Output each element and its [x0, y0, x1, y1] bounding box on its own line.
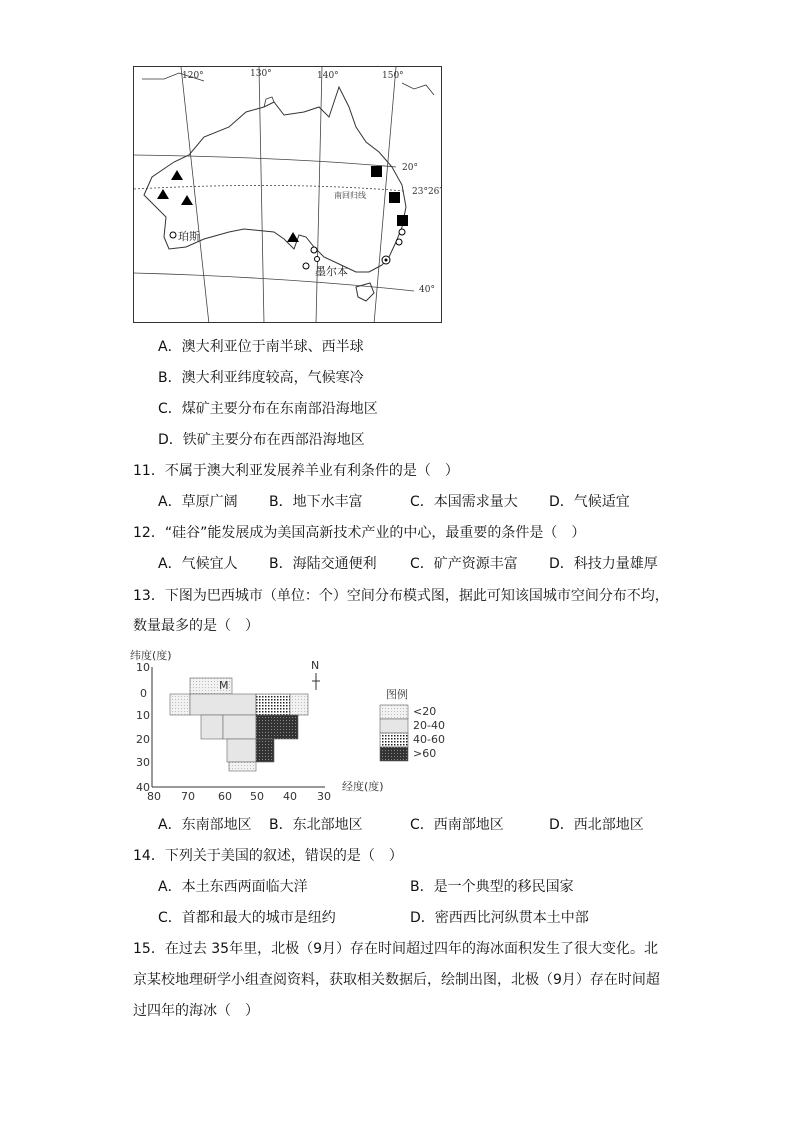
- y-tick: 30: [136, 756, 150, 769]
- tropic-label: 南回归线: [334, 191, 366, 200]
- x-axis-label: 经度(度): [342, 780, 384, 793]
- x-tick: 60: [218, 790, 232, 803]
- q13-stem-line2: 数量最多的是（ ）: [133, 618, 259, 634]
- legend-swatch: [380, 733, 408, 747]
- chart-cell: [201, 715, 223, 739]
- q10-option-b[interactable]: B．澳大利亚纬度较高，气候寒冷: [158, 370, 364, 386]
- australia-map-svg: [134, 67, 442, 323]
- q10-option-d[interactable]: D．铁矿主要分布在西部沿海地区: [158, 432, 365, 448]
- chart-cell: [256, 739, 274, 762]
- q13-option-d[interactable]: D．西北部地区: [549, 817, 644, 833]
- chart-cell: [256, 694, 290, 715]
- lon-label: 150°: [382, 71, 404, 81]
- y-tick: 10: [136, 709, 150, 722]
- x-tick: 80: [147, 790, 161, 803]
- iron-ore-symbol: [287, 232, 299, 242]
- coal-symbol: [397, 215, 408, 226]
- q14-option-d[interactable]: D．密西西比河纵贯本土中部: [410, 910, 589, 926]
- q11-option-b[interactable]: B．地下水丰富: [269, 494, 363, 510]
- y-tick: 40: [136, 781, 150, 794]
- legend-title: 图例: [386, 688, 408, 701]
- iron-ore-symbol: [157, 189, 169, 199]
- y-tick: 20: [136, 733, 150, 746]
- city-symbol: [399, 229, 405, 235]
- x-tick: 30: [317, 790, 331, 803]
- legend-label: 20-40: [413, 719, 445, 732]
- q13-option-c[interactable]: C．西南部地区: [410, 817, 504, 833]
- lon-label: 120°: [182, 71, 204, 81]
- x-tick: 40: [283, 790, 297, 803]
- q11-stem: 11．不属于澳大利亚发展养羊业有利条件的是（ ）: [133, 463, 459, 479]
- y-tick: 0: [140, 687, 147, 700]
- city-label-melbourne: 墨尔本: [315, 265, 348, 278]
- iron-ore-symbol: [171, 170, 183, 180]
- q11-option-a[interactable]: A．草原广阔: [158, 494, 238, 510]
- q10-option-c[interactable]: C．煤矿主要分布在东南部沿海地区: [158, 401, 378, 417]
- q11-option-c[interactable]: C．本国需求量大: [410, 494, 518, 510]
- q15-stem-line3: 过四年的海冰（ ）: [133, 1003, 259, 1019]
- q14-stem: 14．下列关于美国的叙述，错误的是（ ）: [133, 848, 403, 864]
- q14-option-c[interactable]: C．首都和最大的城市是纽约: [158, 910, 336, 926]
- x-tick: 50: [250, 790, 264, 803]
- coal-symbol: [371, 166, 382, 177]
- q15-stem-line1: 15．在过去 35年里，北极（9月）存在时间超过四年的海冰面积发生了很大变化。北: [133, 941, 658, 957]
- chart-cell: [190, 694, 256, 715]
- chart-cell: [223, 715, 256, 739]
- chart-cell: [229, 762, 256, 771]
- city-symbol: [315, 257, 320, 262]
- coal-symbol: [389, 192, 400, 203]
- q13-stem-line1: 13．下图为巴西城市（单位：个）空间分布模式图，据此可知该国城市空间分布不均，: [133, 588, 669, 604]
- x-tick: 70: [181, 790, 195, 803]
- lon-label: 130°: [250, 69, 272, 79]
- lon-label: 140°: [317, 71, 339, 81]
- legend-swatch: [380, 719, 408, 733]
- australia-map: [133, 66, 442, 323]
- y-tick: 10: [136, 661, 150, 674]
- legend-swatch: [380, 747, 408, 761]
- legend-swatch: [380, 705, 408, 719]
- q12-stem: 12．“硅谷”能发展成为美国高新技术产业的中心，最重要的条件是（ ）: [133, 525, 586, 541]
- north-label: N: [311, 659, 320, 672]
- q14-option-a[interactable]: A．本土东西两面临大洋: [158, 879, 308, 895]
- q15-stem-line2: 京某校地理研学小组查阅资料，获取相关数据后，绘制出图，北极（9月）存在时间超: [133, 972, 660, 988]
- chart-svg: [130, 645, 430, 805]
- y-axis-label: 纬度(度): [130, 649, 172, 662]
- legend-label: 40-60: [413, 733, 445, 746]
- q13-option-a[interactable]: A．东南部地区: [158, 817, 252, 833]
- q14-option-b[interactable]: B．是一个典型的移民国家: [410, 879, 574, 895]
- city-label-perth: 珀斯: [178, 230, 200, 243]
- legend-label: <20: [413, 705, 437, 718]
- city-symbol: [170, 232, 176, 238]
- q11-option-d[interactable]: D．气候适宜: [549, 494, 630, 510]
- chart-cell: [256, 715, 298, 739]
- q10-option-a[interactable]: A．澳大利亚位于南半球、西半球: [158, 339, 364, 355]
- chart-cell: [290, 694, 308, 715]
- q12-option-d[interactable]: D．科技力量雄厚: [549, 556, 658, 572]
- q12-option-c[interactable]: C．矿产资源丰富: [410, 556, 518, 572]
- chart-cell: [170, 694, 190, 715]
- lat-label: 20°: [402, 163, 418, 173]
- lat-label: 23°26′: [412, 187, 442, 197]
- city-symbol: [396, 239, 402, 245]
- q12-option-b[interactable]: B．海陆交通便利: [269, 556, 377, 572]
- q13-option-b[interactable]: B．东北部地区: [269, 817, 363, 833]
- lat-label: 40°: [419, 285, 435, 295]
- q12-option-a[interactable]: A．气候宜人: [158, 556, 238, 572]
- iron-ore-symbol: [181, 195, 193, 205]
- marker-label-m: M: [219, 679, 229, 692]
- city-symbol: [311, 247, 317, 253]
- city-symbol: [303, 263, 309, 269]
- chart-cell: [227, 739, 256, 762]
- legend-label: >60: [413, 747, 437, 760]
- brazil-city-chart: [130, 645, 445, 805]
